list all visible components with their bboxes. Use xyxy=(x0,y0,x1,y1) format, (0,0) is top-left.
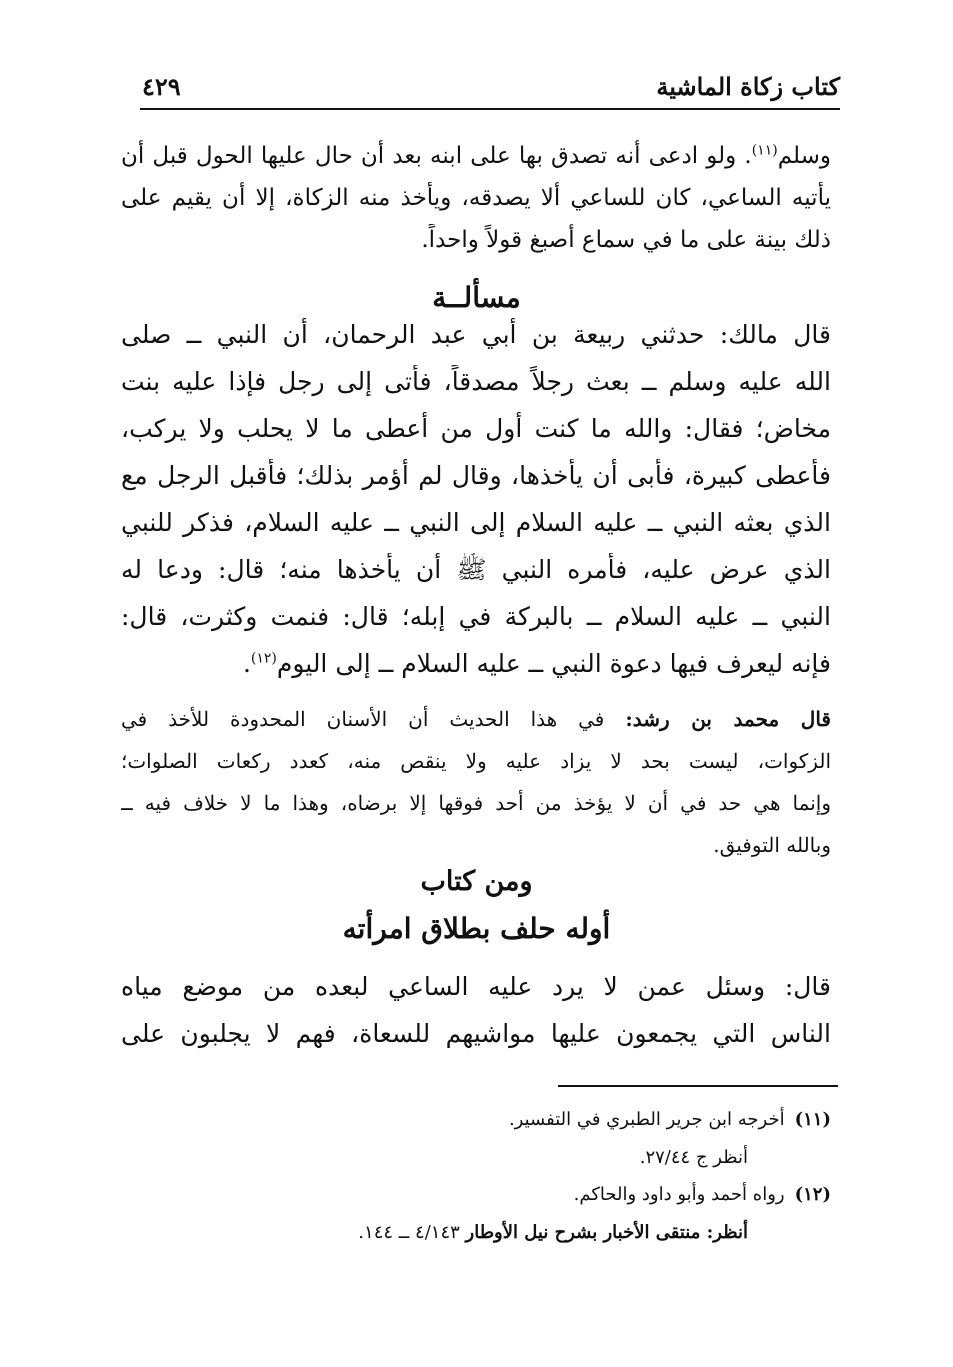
footnote-ref: (١٢) xyxy=(250,650,277,667)
paragraph-line: فأعطى كبيرة، فأبى أن يأخذها، وقال لم أؤمر بذلك؛ فأقبل الرجل مع xyxy=(121,461,831,490)
book-heading: ومن كتاب xyxy=(420,866,533,897)
running-title: كتاب زكاة الماشية xyxy=(656,72,840,101)
footnote-12: (١٢)رواه أحمد وأبو داود والحاكم. xyxy=(573,1184,831,1205)
footnote-11-reference: أنظر ج ٢٧/٤٤. xyxy=(639,1147,748,1168)
footnote-12-reference: أنظر: منتقى الأخبار بشرح نيل الأوطار ٤/١٤٣ ــ ١٤٤. xyxy=(358,1222,748,1243)
footnote-number: (١٢) xyxy=(794,1184,831,1205)
paragraph-line: قال مالك: حدثني ربيعة بن أبي عبد الرحمان، أن النبي ــ صلى xyxy=(121,320,831,349)
page-number: ٤٢٩ xyxy=(142,72,181,101)
paragraph-line: وبالله التوفيق. xyxy=(713,833,831,857)
paragraph-line: يأتيه الساعي، كان للساعي ألا يصدقه، ويأخذ منه الزكاة، إلا أن يقيم على xyxy=(121,185,831,211)
footnote-11: (١١)أخرجه ابن جرير الطبري في التفسير. xyxy=(508,1109,831,1130)
paragraph-line: وإنما هي حد في أن لا يؤخذ من أحد فوقها إلا برضاه، وهذا ما لا خلاف فيه ــ xyxy=(121,791,831,815)
paragraph-line: مخاض؛ فقال: والله ما كنت أول من أعطى ما لا يحلب ولا يركب، xyxy=(121,414,831,443)
paragraph-line: الذي عرض عليه، فأمره النبي ﷺ أن يأخذها منه؛ قال: ودعا له xyxy=(121,555,831,584)
paragraph-line: الله عليه وسلم ــ بعث رجلاً مصدقاً، فأتى إلى رجل فإذا عليه بنت xyxy=(121,367,831,396)
paragraph-line: النبي ــ عليه السلام ــ بالبركة في إبله؛ قال: فنمت وكثرت، قال: xyxy=(121,602,831,631)
paragraph-line: الناس التي يجمعون عليها مواشيهم للسعاة، فهم لا يجلبون على xyxy=(121,1019,831,1048)
paragraph-line: ذلك بينة على ما في سماع أصبغ قولاً واحداً. xyxy=(421,227,831,253)
paragraph-line: فإنه ليعرف فيها دعوة النبي ــ عليه السلام ــ إلى اليوم$^{(١٢)}$. xyxy=(242,649,831,678)
paragraph-line: قال: وسئل عمن لا يرد عليه الساعي لبعده من موضع مياه xyxy=(121,972,831,1001)
paragraph-line: الذي بعثه النبي ــ عليه السلام إلى النبي ــ عليه السلام، فذكر للنبي xyxy=(121,508,831,537)
chapter-heading: أوله حلف بطلاق امرأته xyxy=(342,912,611,945)
footnote-ref: (١١) xyxy=(751,142,778,159)
paragraph-line: قال محمد بن رشد: في هذا الحديث أن الأسنان المحدودة للأخذ في xyxy=(121,707,831,731)
paragraph-line: الزكوات، ليست بحد لا يزاد عليه ولا ينقص منه، كعدد ركعات الصلوات؛ xyxy=(121,749,831,773)
paragraph-line: وسلم$^{(١١)}$. ولو ادعى أنه تصدق بها على ابنه بعد أن حال عليها الحول قبل أن xyxy=(121,142,831,169)
footnote-number: (١١) xyxy=(794,1109,831,1130)
commentary-speaker: قال محمد بن رشد: xyxy=(625,707,831,731)
page-header xyxy=(140,70,840,110)
header-rule xyxy=(140,108,840,110)
footnote-rule xyxy=(558,1085,838,1087)
section-heading: مسألــة xyxy=(432,281,521,314)
